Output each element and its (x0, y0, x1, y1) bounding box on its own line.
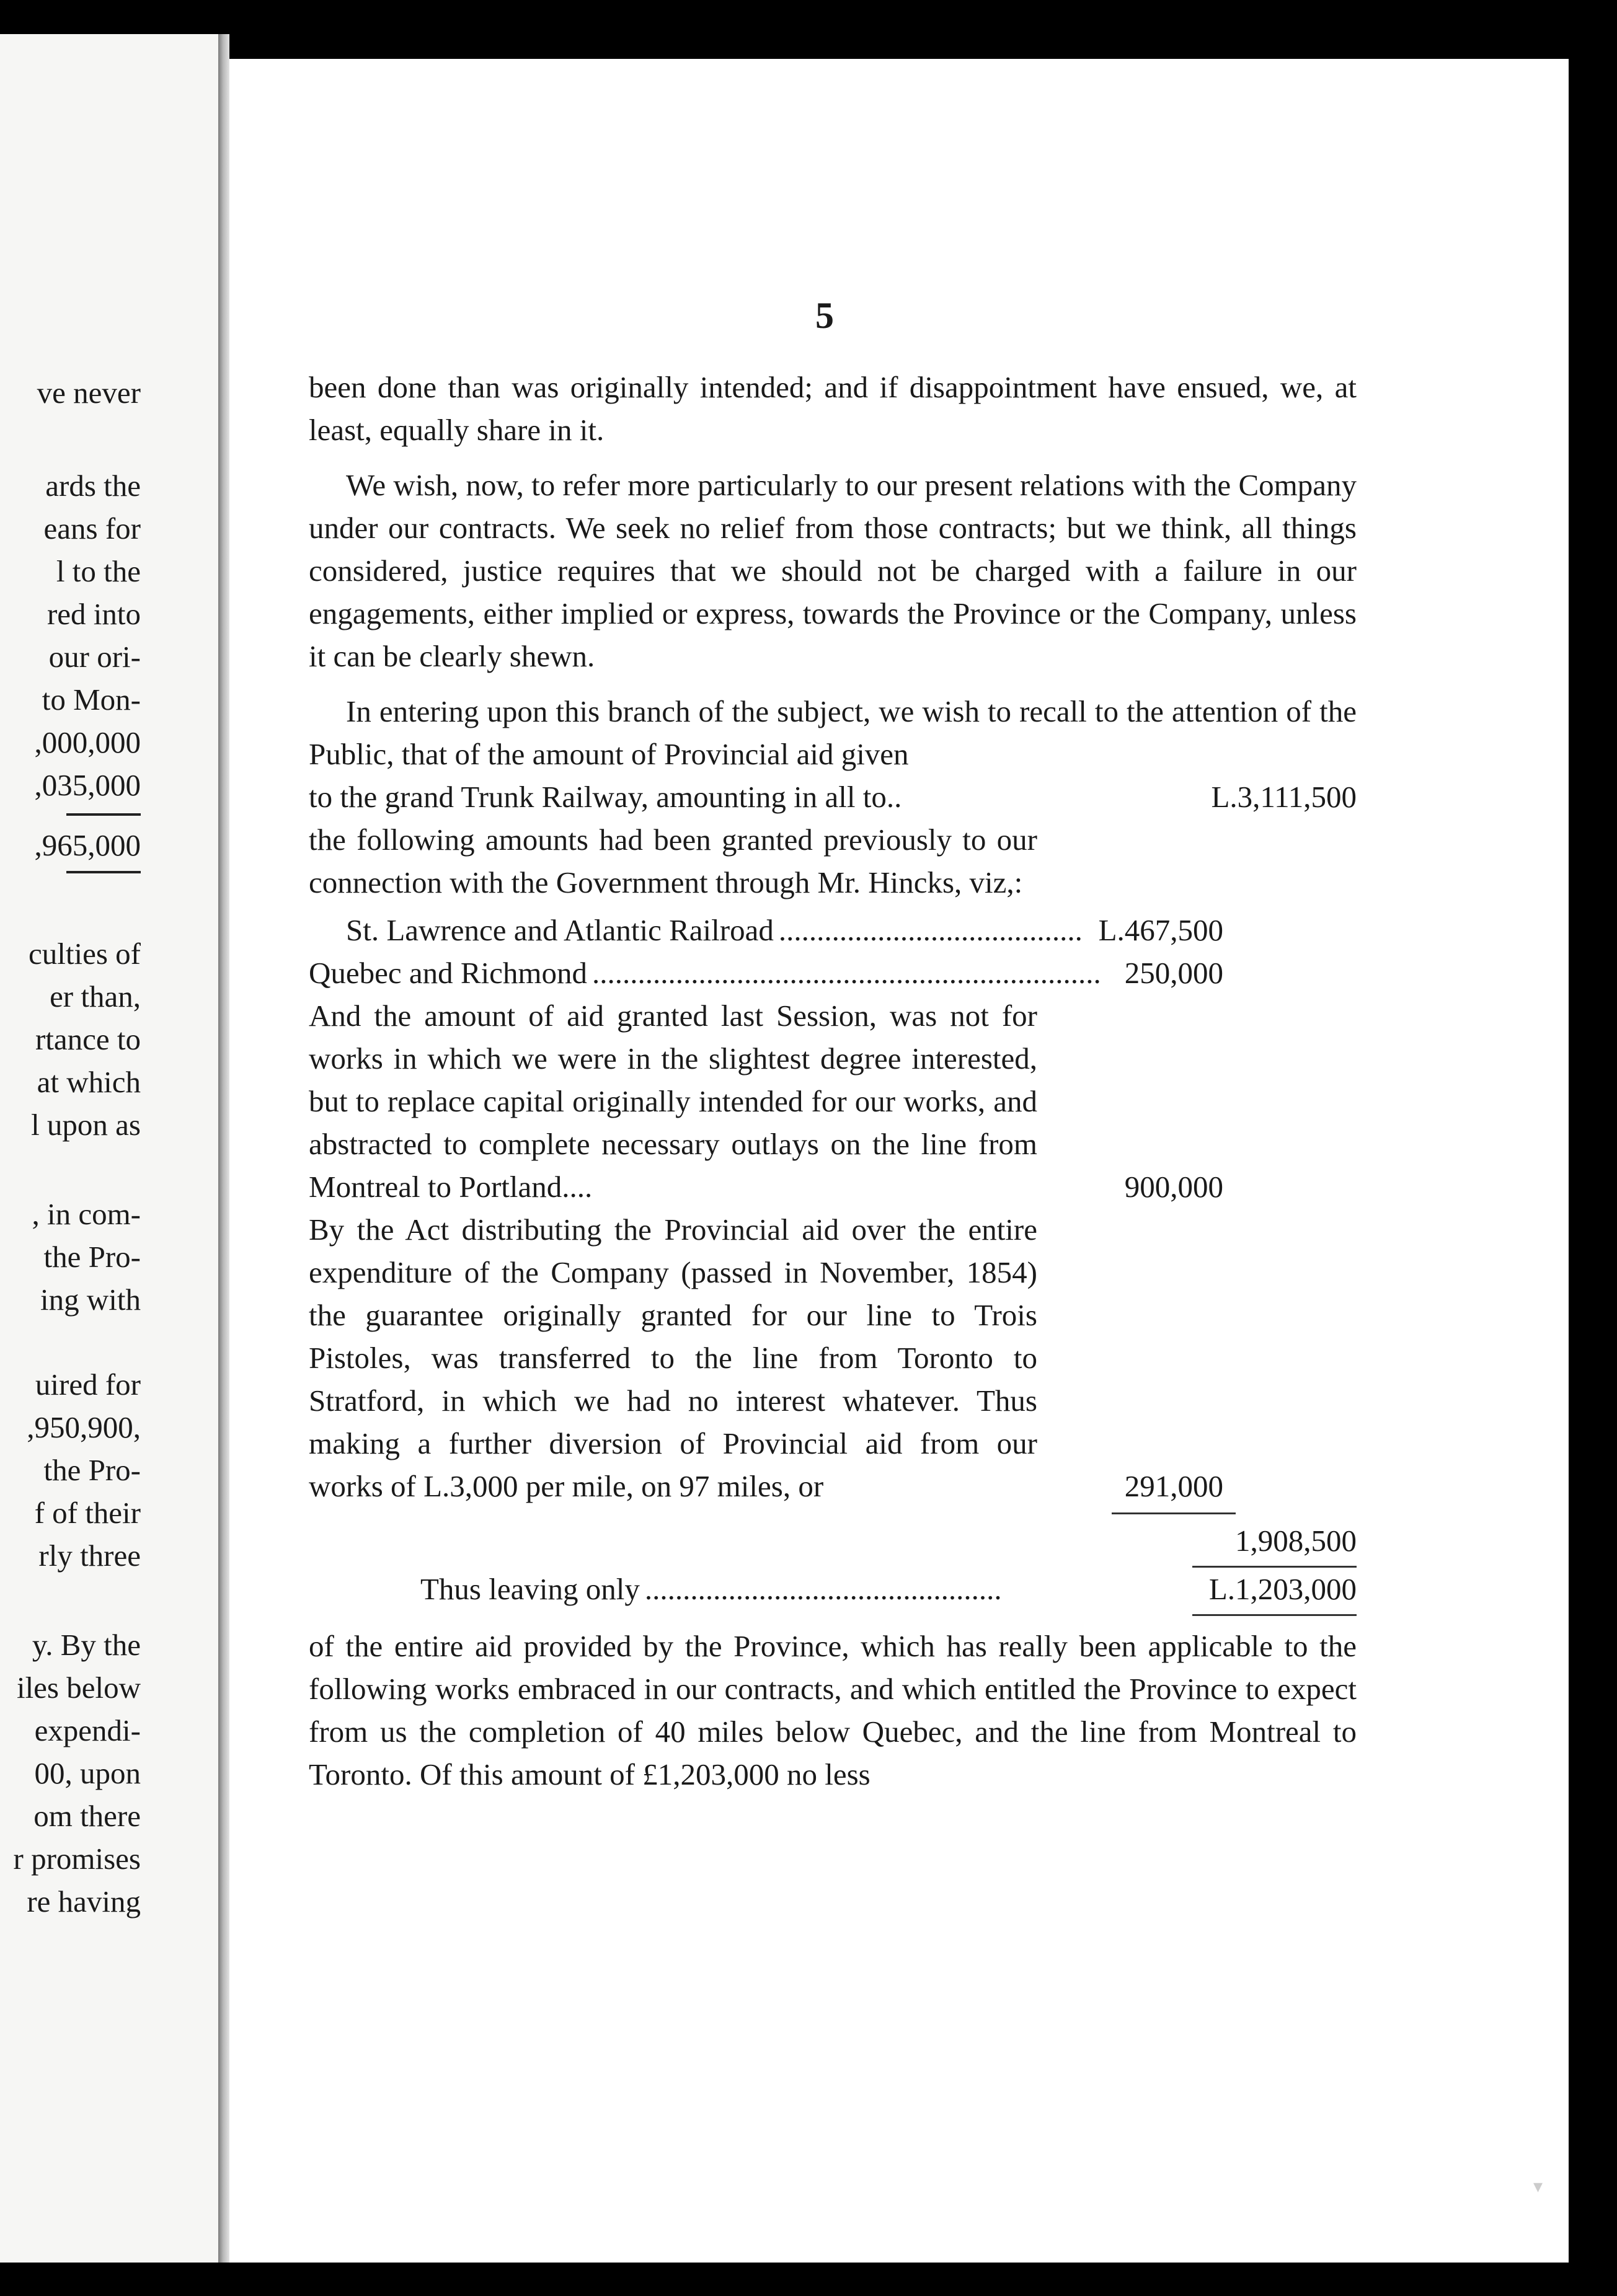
ledger-item (309, 1208, 1357, 1508)
remaining-label: Thus leaving only (420, 1572, 640, 1606)
left-fragment: er than, (50, 979, 141, 1013)
left-fragment: the Pro- (43, 1240, 141, 1274)
left-fragment: y. By the (32, 1628, 141, 1662)
left-fragment: l upon as (31, 1108, 141, 1142)
left-fragment: re having (27, 1884, 141, 1918)
left-fragment: at which (37, 1065, 141, 1099)
paragraph-relations: We wish, now, to refer more particularly to our present relations with the Company under our contracts. We seek no relief from those contracts; but we think, all things considered, justice requires that we should not be charged with a failure in our engagements, either implied or express, towards the Province or the Company, unless it can be clearly shewn. (309, 468, 1357, 673)
scan-mark: ▾ (1533, 2176, 1543, 2197)
ledger-item-amount: L.467,500 (1098, 913, 1223, 947)
leader-dots: ............................................... (644, 1572, 1002, 1606)
left-fragment: our ori- (48, 640, 141, 674)
ledger-item (309, 994, 1357, 1208)
left-fragment: ards the (45, 469, 141, 503)
page-body (309, 366, 1357, 1808)
ledger-item (309, 909, 1357, 952)
total-aid-line (309, 775, 1357, 818)
left-fragment: culties of (29, 937, 141, 971)
ledger-item-label: St. Lawrence and Atlantic Railroad (346, 913, 774, 947)
paragraph-continuation: been done than was originally intended; and if disappointment have ensued, we, at least, equally share in it. (309, 370, 1357, 447)
left-fragment: om there (33, 1799, 141, 1833)
left-fragment: rtance to (35, 1022, 141, 1056)
left-rule (66, 871, 141, 873)
left-fragment: ing with (40, 1283, 141, 1317)
previous-grants-intro: the following amounts had been granted previously to our connection with the Government through Mr. Hincks, viz,: (309, 823, 1037, 899)
ledger-item-amount: 900,000 (1124, 1170, 1223, 1204)
ledger-item-amount: 291,000 (1124, 1469, 1223, 1503)
ledger-item (309, 952, 1357, 994)
paragraph-provincial-aid: In entering upon this branch of the subject, we wish to recall to the attention of the Public, that of the amount of Provincial aid given (309, 694, 1357, 771)
left-fragment: f of their (34, 1496, 141, 1530)
paragraph-applicable-aid: of the entire aid provided by the Province, which has really been applicable to the following works embraced in our contracts, and which entitled the Province to expect from us the completion of 40 miles below Quebec, and the line from Montreal to Toronto. Of this amount of £1,203,000 no less (309, 1629, 1357, 1791)
left-fragment: ,000,000 (34, 725, 141, 759)
subtotal-amount: 1,908,500 (1235, 1524, 1357, 1558)
left-fragment: ,950,900, (27, 1410, 141, 1444)
left-fragment: to Mon- (42, 682, 141, 717)
left-fragment: , in com- (32, 1197, 141, 1231)
subtotal-rule (1112, 1512, 1236, 1514)
left-fragment: l to the (56, 554, 141, 588)
left-fragment: ,035,000 (34, 768, 141, 802)
left-fragment: rly three (38, 1539, 141, 1573)
ledger-item-label: Quebec and Richmond (309, 956, 588, 990)
previous-page-edge (0, 34, 218, 2263)
page-number: 5 (815, 295, 834, 336)
ledger-item-text: And the amount of aid granted last Session, was not for works in which we were in the slightest degree interested, but to replace capital originally intended for our works, and abstracted to complete necessary outlays on the line from Montreal to Portland.... (309, 999, 1037, 1204)
left-fragment: r promises (13, 1842, 141, 1876)
ledger-item-amount: 250,000 (1124, 956, 1223, 990)
subtotal-line (309, 1519, 1357, 1562)
left-rule (66, 813, 141, 816)
total-aid-label: to the grand Trunk Railway, amounting in all to.. (309, 780, 902, 814)
total-aid-amount: L.3,111,500 (1211, 780, 1357, 814)
left-fragment: red into (47, 597, 141, 631)
double-rule (1192, 1614, 1357, 1616)
document-page (229, 59, 1569, 2263)
left-fragment: ,965,000 (34, 828, 141, 862)
left-fragment: ve never (37, 376, 141, 410)
left-fragment: expendi- (34, 1713, 141, 1747)
ledger-item-text: By the Act distributing the Provincial aid over the entire expenditure of the Company (passed in November, 1854) the guarantee originally granted for our line to Trois Pistoles, was transferred to the line from Toronto to Stratford, in which we had no interest whatever. Thus making a further diversion of Provincial aid from our works of L.3,000 per mile, on 97 miles, or (309, 1212, 1037, 1503)
book-gutter (218, 34, 229, 2263)
left-fragment: the Pro- (43, 1453, 141, 1487)
remaining-line (309, 1568, 1357, 1610)
left-fragment: iles below (16, 1671, 141, 1705)
left-fragment: eans for (43, 511, 141, 545)
left-fragment: 00, upon (34, 1756, 141, 1790)
left-fragment: uired for (35, 1367, 141, 1402)
remaining-amount: L.1,203,000 (1208, 1572, 1357, 1606)
leader-dots: ................................................................... (592, 956, 1101, 990)
leader-dots: ........................................ (778, 913, 1083, 947)
